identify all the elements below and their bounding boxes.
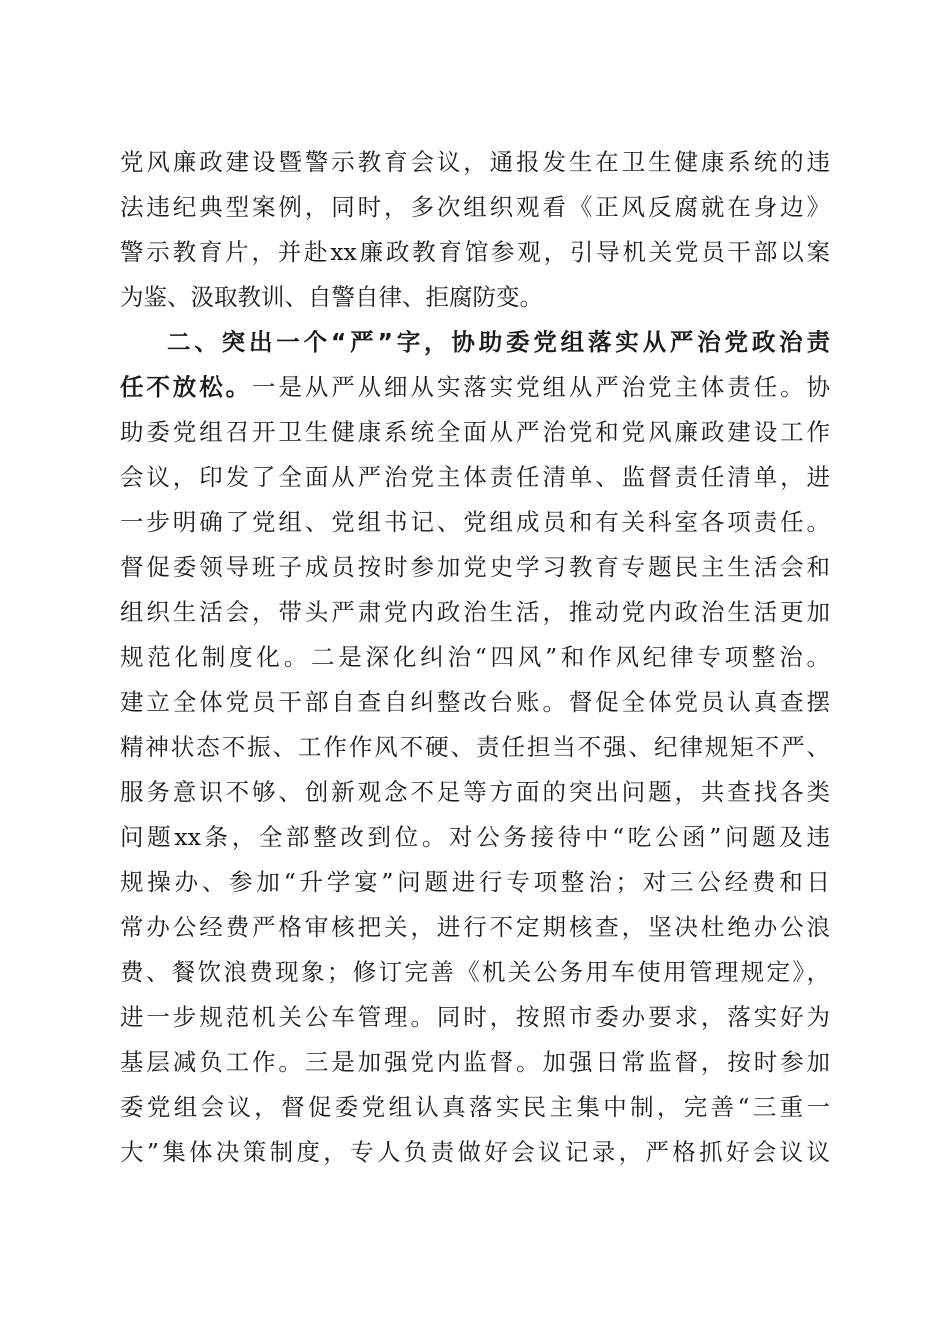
text-line: 督促委领导班子成员按时参加党史学习教育专题民主生活会和 bbox=[120, 553, 830, 581]
text-line: 委党组会议，督促委党组认真落实民主集中制，完善“三重一 bbox=[120, 1093, 830, 1121]
text-line: 规范化制度化。二是深化纠治“四风”和作风纪律专项整治。 bbox=[120, 643, 830, 671]
text-line: 建立全体党员干部自查自纠整改台账。督促全体党员认真查摆 bbox=[120, 688, 830, 716]
text-line: 精神状态不振、工作作风不硬、责任担当不强、纪律规矩不严、 bbox=[120, 733, 830, 761]
section-heading-tail: 任不放松。 bbox=[120, 373, 253, 401]
text-line: 服务意识不够、创新观念不足等方面的突出问题，共查找各类 bbox=[120, 778, 830, 806]
text-run: 一是从严从细从实落实党组从严治党主体责任。协 bbox=[252, 373, 831, 401]
text-line: 基层减负工作。三是加强党内监督。加强日常监督，按时参加 bbox=[120, 1048, 830, 1076]
text-line: 党风廉政建设暨警示教育会议，通报发生在卫生健康系统的违 bbox=[120, 148, 830, 176]
text-line: 费、餐饮浪费现象；修订完善《机关公务用车使用管理规定》， bbox=[120, 958, 830, 986]
text-line: 规操办、参加“升学宴”问题进行专项整治；对三公经费和日 bbox=[120, 868, 830, 896]
text-line: 会议，印发了全面从严治党主体责任清单、监督责任清单，进 bbox=[120, 463, 830, 491]
text-line: 警示教育片，并赴xx廉政教育馆参观，引导机关党员干部以案 bbox=[120, 238, 830, 266]
text-line: 组织生活会，带头严肃党内政治生活，推动党内政治生活更加 bbox=[120, 598, 830, 626]
text-line bbox=[120, 365, 830, 410]
section-heading-line: 二、突出一个“严”字，协助委党组落实从严治党政治责 bbox=[167, 328, 830, 356]
text-line: 常办公经费严格审核把关，进行不定期核查，坚决杜绝办公浪 bbox=[120, 913, 830, 941]
text-line: 大”集体决策制度，专人负责做好会议记录，严格抓好会议议 bbox=[120, 1138, 830, 1166]
text-line: 问题xx条，全部整改到位。对公务接待中“吃公函”问题及违 bbox=[120, 823, 830, 851]
text-line: 为鉴、汲取教训、自警自律、拒腐防变。 bbox=[120, 283, 543, 311]
text-line: 法违纪典型案例，同时，多次组织观看《正风反腐就在身边》 bbox=[120, 193, 830, 221]
document-body bbox=[120, 140, 830, 1175]
text-line: 一步明确了党组、党组书记、党组成员和有关科室各项责任。 bbox=[120, 508, 830, 536]
text-line: 助委党组召开卫生健康系统全面从严治党和党风廉政建设工作 bbox=[120, 418, 830, 446]
text-line: 进一步规范机关公车管理。同时，按照市委办要求，落实好为 bbox=[120, 1003, 830, 1031]
